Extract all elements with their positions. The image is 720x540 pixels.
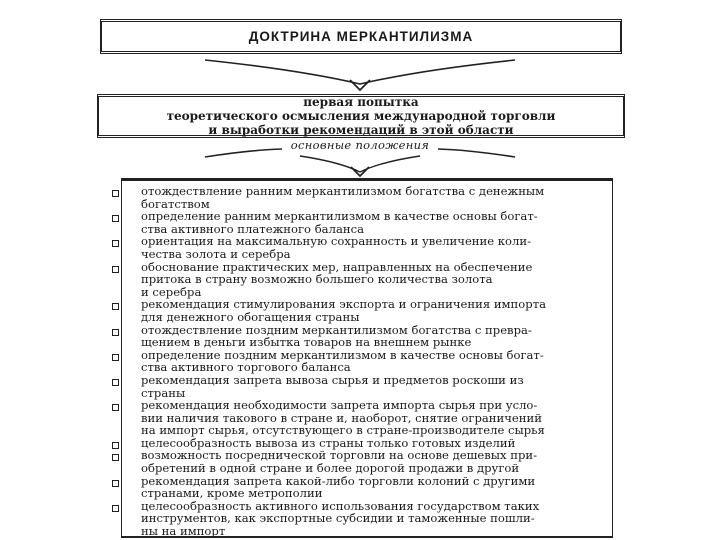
list-item [122, 185, 612, 210]
list-item [122, 298, 612, 323]
list-item-text: рекомендация запрета какой-либо торговли колоний с другими странами, кроме метрополии [141, 473, 536, 501]
list-item [122, 261, 612, 299]
list-item-text: целесообразность вывоза из страны только готовых изделий [141, 435, 516, 450]
down-arrow-1 [205, 60, 515, 84]
list-item-text: рекомендация стимулирования экспорта и ограничения импорта для денежного обогащения страны [141, 297, 547, 324]
down-arrow-2-stem [300, 156, 420, 172]
square-bullet-icon [112, 303, 119, 310]
square-bullet-icon [112, 329, 119, 336]
list-item [122, 324, 612, 349]
doctrine-title: ДОКТРИНА МЕРКАНТИЛИЗМА [248, 29, 474, 44]
list-item-text: рекомендация необходимости запрета импорта сырья при усло- вии наличия такового в стране и, наоборот, снятие ограничений на импорт сырья, отсутствующего в стране-производителе сырья [141, 398, 545, 438]
list-item [122, 399, 612, 437]
square-bullet-icon [112, 266, 119, 273]
square-bullet-icon [112, 442, 119, 449]
square-bullet-icon [112, 354, 119, 361]
list-item [122, 449, 612, 474]
square-bullet-icon [112, 404, 119, 411]
square-bullet-icon [112, 505, 119, 512]
square-bullet-icon [112, 379, 119, 386]
down-arrow-1-head [350, 80, 370, 90]
summary-line-3: и выработки рекомендаций в этой области [208, 123, 514, 137]
square-bullet-icon [112, 240, 119, 247]
list-item [122, 500, 612, 538]
list-item-text: отождествление поздним меркантилизмом богатства с превра- щением в деньги избытка товаров на внешнем рынке [141, 322, 532, 350]
provisions-list [122, 185, 612, 538]
list-item-text: рекомендация запрета вывоза сырья и предметов роскоши из страны [141, 372, 524, 400]
list-item [122, 374, 612, 399]
list-item-text: возможность посреднической торговли на основе дешевых при- обретений в одной стране и более дорогой продажи в другой [141, 448, 538, 476]
list-item [122, 235, 612, 260]
list-item-text: определение поздним меркантилизмом в качестве основы богат- ства активного торгового баланса [141, 347, 544, 375]
list-item-text: целесообразность активного использования государством таких инструментов, как экспортные субсидии и таможенные пошли- ны на импорт [141, 498, 540, 539]
list-item-text: отождествление ранним меркантилизмом богатства с денежным богатством [141, 184, 545, 211]
list-item-text: обоснование практических мер, направленных на обеспечение притока в страну возможно большего количества золота и серебра [141, 259, 533, 299]
list-item [122, 210, 612, 235]
square-bullet-icon [112, 480, 119, 487]
list-item-text: определение ранним меркантилизмом в качестве основы богат- ства активного платежного баланса [141, 209, 538, 236]
square-bullet-icon [112, 215, 119, 222]
list-item [122, 475, 612, 500]
square-bullet-icon [112, 190, 119, 197]
summary-line-2: теоретического осмысления международной торговли [166, 109, 556, 123]
provisions-list-box [121, 178, 613, 538]
summary-line-1: первая попытка [303, 95, 419, 109]
section-label: основные положения [290, 138, 430, 152]
summary-box [97, 94, 625, 138]
list-item [122, 349, 612, 374]
square-bullet-icon [112, 454, 119, 461]
list-item-text: ориентация на максимальную сохранность и увеличение коли- чества золота и серебра [141, 234, 532, 261]
